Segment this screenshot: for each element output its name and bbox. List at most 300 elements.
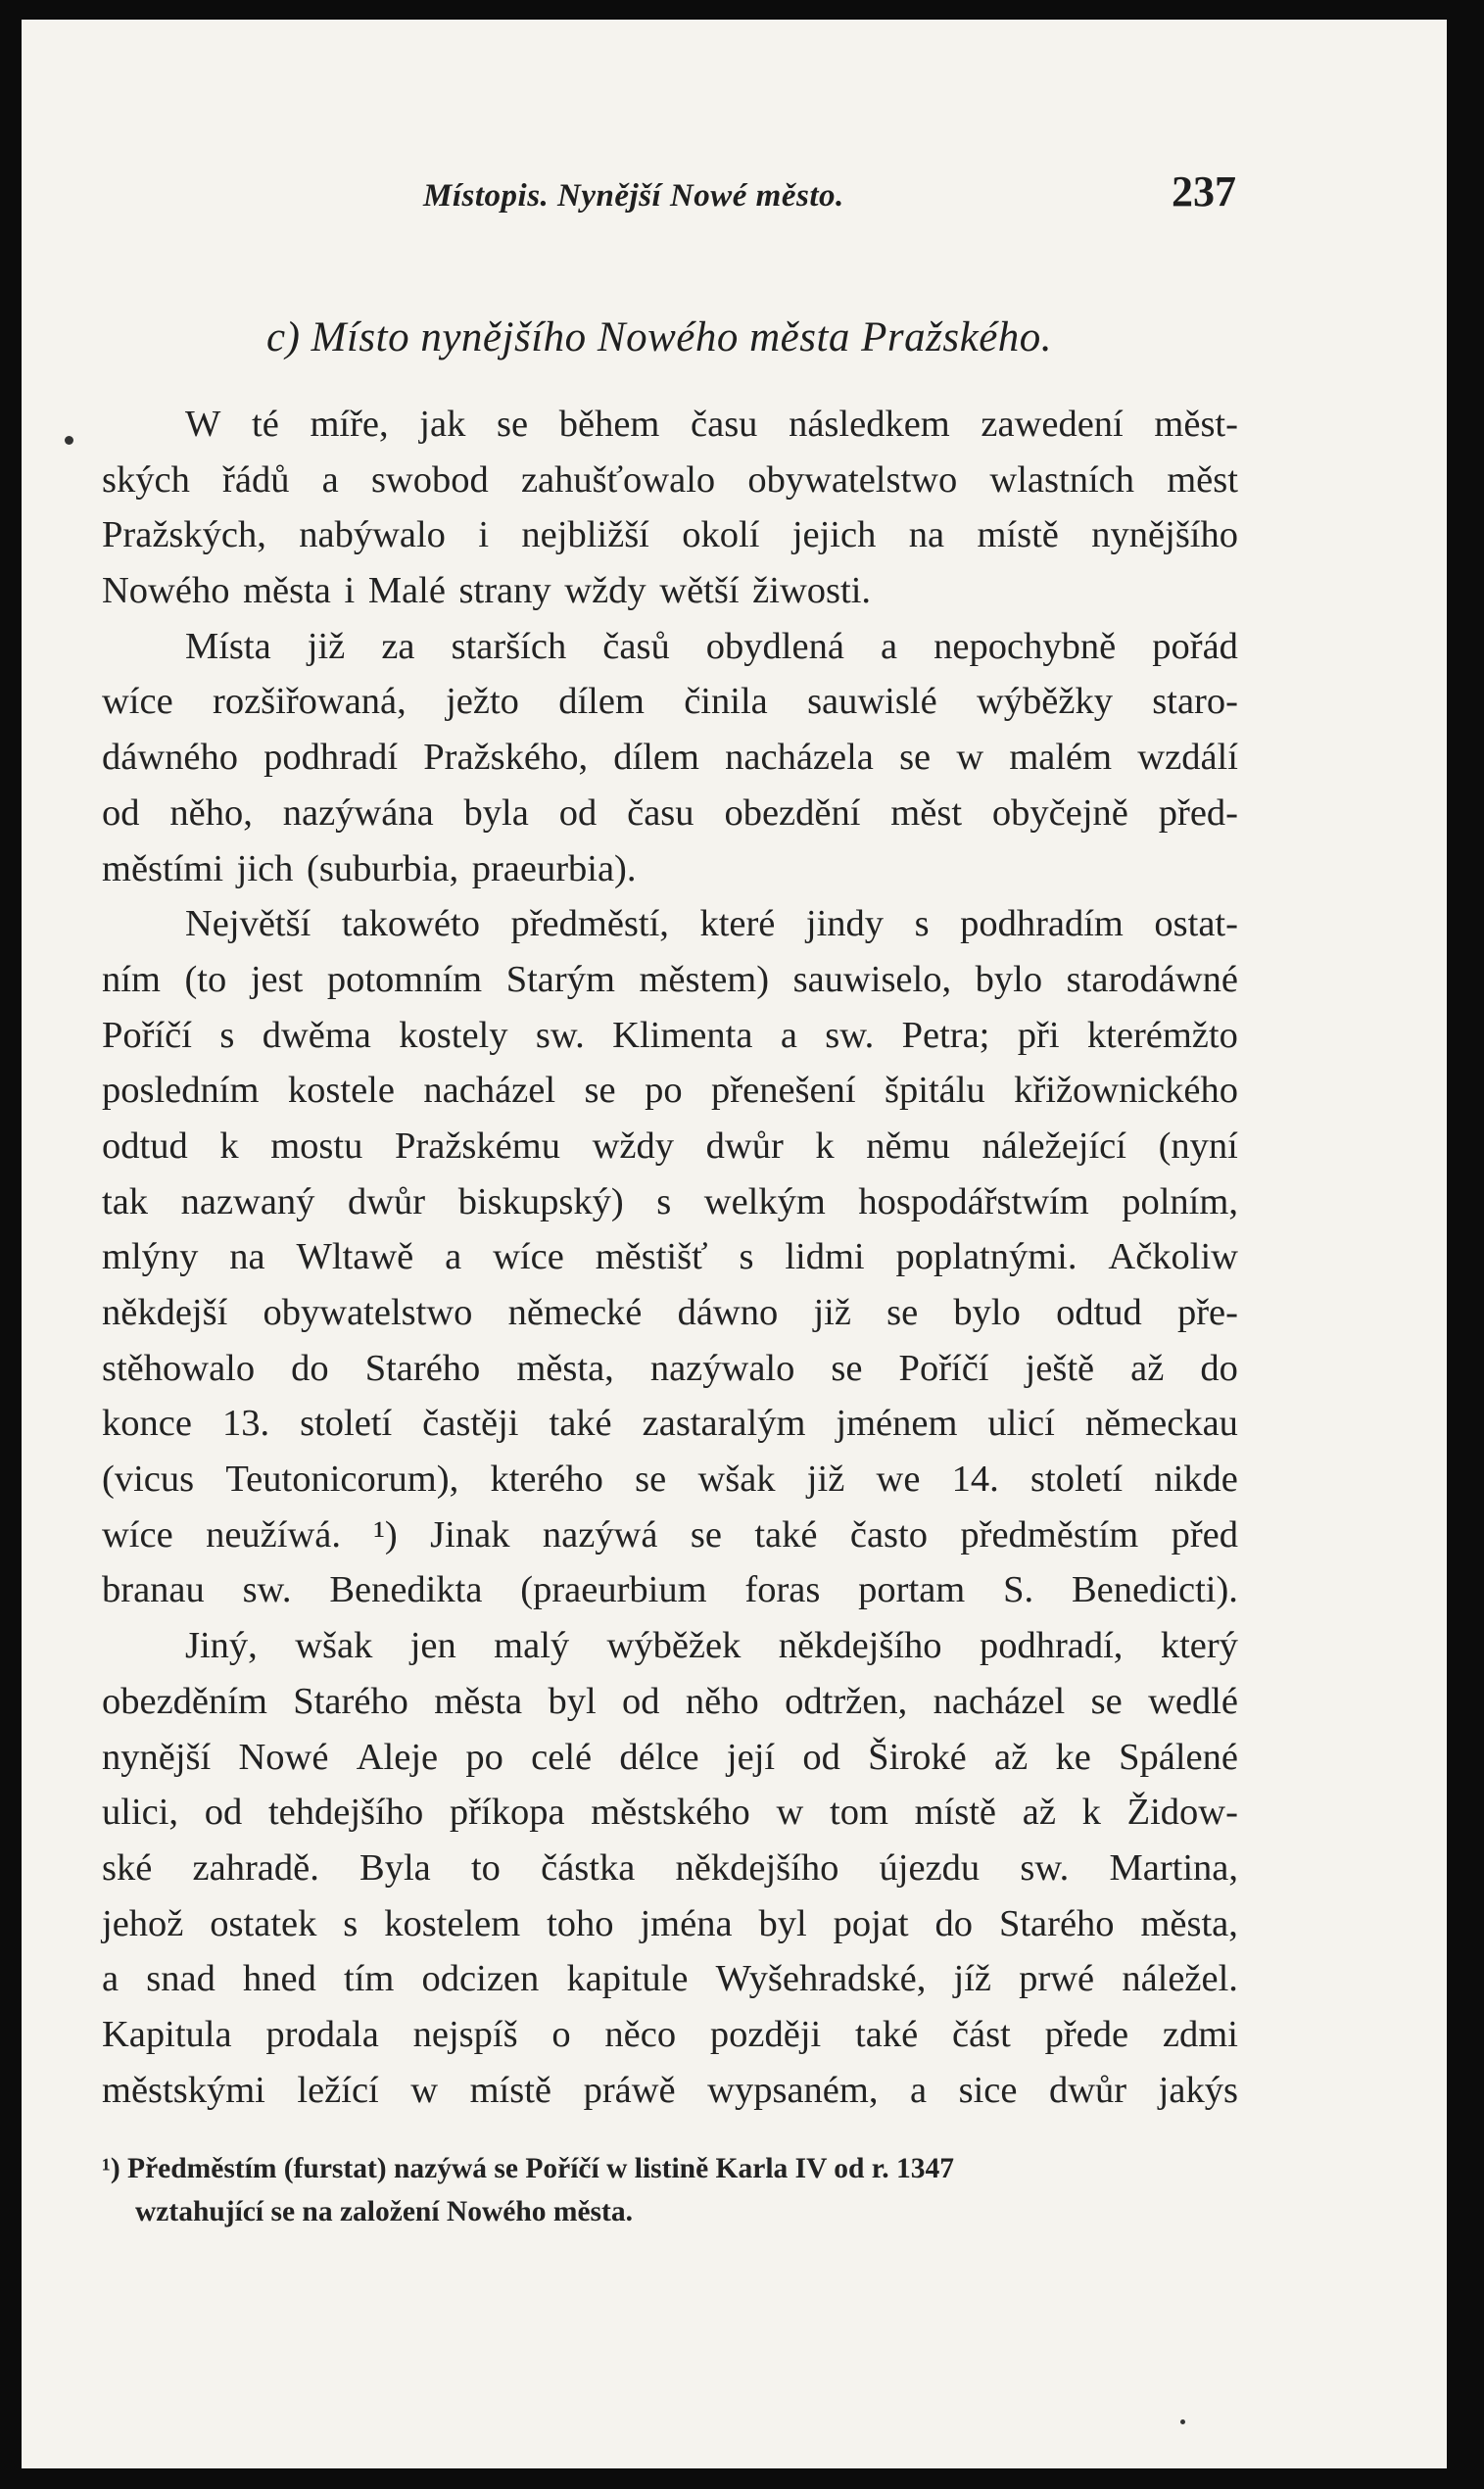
- word: odtud: [1056, 1292, 1142, 1333]
- word: nazwaný: [180, 1180, 315, 1222]
- word: se: [635, 1459, 667, 1501]
- word: náležel.: [1122, 1958, 1238, 2000]
- word: často: [849, 1513, 928, 1556]
- word: se: [899, 737, 932, 779]
- word: dwůr: [348, 1180, 426, 1222]
- body-text: [102, 397, 1238, 2118]
- word: německau: [1084, 1403, 1238, 1445]
- word: práwě: [583, 2069, 676, 2111]
- margin-speck: [1180, 2419, 1185, 2424]
- text-line: [102, 1063, 1238, 1119]
- word: wšak: [697, 1459, 776, 1501]
- word: s: [739, 1236, 754, 1278]
- word: něho: [685, 1680, 759, 1722]
- word: pře-: [1176, 1292, 1238, 1333]
- word: přenešení: [711, 1070, 856, 1112]
- word: polním,: [1122, 1180, 1238, 1222]
- text-line: [102, 507, 1238, 563]
- word: tom: [830, 1792, 888, 1834]
- word: to: [470, 1846, 501, 1889]
- word: o: [551, 2013, 571, 2055]
- text-line: Nowého města i Malé strany wždy wětší žiwosti.: [102, 570, 872, 612]
- word: času: [627, 791, 694, 834]
- word: mostu: [270, 1125, 363, 1167]
- word: ostatek: [210, 1902, 317, 1944]
- word: které: [699, 903, 776, 945]
- word: w: [776, 1792, 804, 1834]
- word: časů: [602, 625, 670, 667]
- word: se: [584, 1070, 616, 1112]
- word: wypsaném,: [707, 2069, 879, 2111]
- word: i: [478, 514, 490, 556]
- word: starších: [451, 625, 567, 667]
- text-line: [102, 730, 1238, 786]
- word: nepochybně: [933, 625, 1117, 667]
- word: Martina,: [1109, 1846, 1238, 1889]
- text-line: [102, 786, 1238, 841]
- word: se: [497, 404, 529, 445]
- word: sw.: [1020, 1846, 1070, 1889]
- word: toho: [547, 1902, 614, 1944]
- word: místě: [469, 2069, 552, 2111]
- word: staro-: [1152, 681, 1238, 723]
- word: obydlená: [705, 625, 844, 667]
- word: Místa: [185, 625, 271, 667]
- word: se: [831, 1347, 863, 1389]
- word: ke: [1055, 1736, 1091, 1778]
- word: hospodářstwím: [858, 1180, 1089, 1222]
- word: obywatelstwo: [747, 458, 958, 501]
- text-line: [102, 1896, 1238, 1952]
- word: podhradím: [960, 903, 1124, 945]
- word: století: [300, 1403, 393, 1445]
- word: Benedikta: [329, 1569, 483, 1611]
- word: kterého: [490, 1459, 603, 1501]
- word: rozšiřowaná,: [213, 681, 407, 723]
- word: byla: [463, 791, 529, 834]
- word: lidmi: [785, 1236, 865, 1278]
- word: městského: [591, 1792, 750, 1834]
- text-line: [102, 453, 1238, 508]
- text-line: [102, 1785, 1238, 1841]
- text-line: [102, 1951, 1238, 2007]
- word: města: [434, 1680, 523, 1722]
- word: předměstím: [960, 1513, 1139, 1556]
- word: takowéto: [341, 903, 480, 945]
- word: času: [691, 404, 758, 445]
- word: biskupský): [457, 1180, 624, 1222]
- word: Největší: [185, 903, 311, 945]
- word: také: [754, 1513, 818, 1556]
- word: až: [993, 1736, 1029, 1778]
- word: Židow-: [1126, 1792, 1238, 1834]
- word: Wyšehradské,: [715, 1958, 927, 2000]
- word: branau: [102, 1569, 205, 1611]
- word: (to: [184, 958, 227, 1000]
- word: bylo: [975, 958, 1043, 1000]
- word: sw.: [242, 1569, 292, 1611]
- word: kostele: [287, 1070, 395, 1112]
- word: zawedení: [981, 404, 1124, 445]
- word: ježto: [446, 681, 519, 723]
- word: Klimenta: [612, 1014, 753, 1056]
- text-line: [102, 1285, 1238, 1341]
- word: Nowé: [238, 1736, 329, 1778]
- word: sw.: [825, 1014, 875, 1056]
- word: ulici,: [102, 1792, 179, 1834]
- word: Ačkoliw: [1108, 1236, 1238, 1278]
- word: mlýny: [102, 1236, 199, 1278]
- word: obezdění: [724, 791, 861, 834]
- word: swobod: [370, 458, 489, 501]
- word: pořád: [1152, 625, 1238, 667]
- word: Poříčí: [898, 1347, 989, 1389]
- word: Wltawě: [296, 1236, 414, 1278]
- word: jehož: [102, 1902, 184, 1944]
- word: odtržen,: [785, 1680, 908, 1722]
- word: obyčejně: [991, 791, 1128, 834]
- word: následkem: [789, 404, 950, 445]
- section-title: c) Místo nynějšího Nowého města Pražského.: [266, 314, 1053, 360]
- word: we: [876, 1459, 921, 1501]
- word: Poříčí: [102, 1014, 192, 1056]
- word: posledním: [102, 1070, 260, 1112]
- word: byl: [548, 1680, 597, 1722]
- word: sice: [958, 2069, 1018, 2111]
- word: část: [951, 2013, 1011, 2055]
- word: Starého: [293, 1680, 408, 1722]
- word: zahušťowalo: [520, 458, 716, 501]
- word: dwůr: [705, 1125, 784, 1167]
- word: ulicí: [987, 1403, 1055, 1445]
- word: (praeurbium: [520, 1569, 707, 1611]
- word: nazýwalo: [649, 1347, 795, 1389]
- word: během: [558, 404, 660, 445]
- word: konce: [102, 1403, 192, 1445]
- text-line: [102, 952, 1238, 1008]
- word: nikde: [1154, 1459, 1238, 1501]
- word: až: [1130, 1347, 1165, 1389]
- word: podhradí: [263, 737, 399, 779]
- word: ské: [102, 1846, 153, 1889]
- text-line: [102, 674, 1238, 730]
- word: ještě: [1025, 1347, 1095, 1389]
- word: nazýwána: [282, 791, 434, 834]
- word: na: [908, 514, 945, 556]
- word: pojat: [833, 1902, 909, 1944]
- word: nynějšího: [1091, 514, 1238, 556]
- word: od: [558, 791, 598, 834]
- word: nynější: [102, 1736, 212, 1778]
- word: jménem: [836, 1403, 958, 1445]
- word: do: [291, 1347, 329, 1389]
- word: se: [1090, 1680, 1123, 1722]
- word: a: [445, 1236, 462, 1278]
- word: (nyní: [1158, 1125, 1238, 1167]
- word: kterémžto: [1086, 1014, 1238, 1056]
- word: místě: [977, 514, 1059, 556]
- word: celé: [531, 1736, 593, 1778]
- word: s: [656, 1180, 672, 1222]
- word: neužíwá.: [206, 1513, 341, 1556]
- word: za: [381, 625, 415, 667]
- text-line: [102, 1341, 1238, 1397]
- word: jejich: [791, 514, 877, 556]
- word: městem): [639, 958, 770, 1000]
- word: s: [914, 903, 930, 945]
- word: sauwislé: [807, 681, 937, 723]
- word: Teutonicorum),: [225, 1459, 459, 1501]
- text-line: [102, 2063, 1238, 2119]
- word: také: [855, 2013, 919, 2055]
- word: a: [780, 1014, 797, 1056]
- word: který: [1160, 1625, 1238, 1667]
- word: Starého: [998, 1902, 1115, 1944]
- page-number: 237: [1172, 168, 1236, 215]
- word: byl: [758, 1902, 807, 1944]
- word: Byla: [359, 1846, 431, 1889]
- word: příkopa: [449, 1792, 565, 1834]
- word: před-: [1158, 791, 1238, 834]
- word: od: [102, 791, 140, 834]
- word: její: [726, 1736, 776, 1778]
- word: měst: [890, 791, 963, 834]
- text-line: [102, 397, 1238, 453]
- word: někdejšího: [675, 1846, 839, 1889]
- word: w: [410, 2069, 439, 2111]
- word: dílem: [558, 681, 645, 723]
- text-line: [102, 1396, 1238, 1452]
- word: w: [956, 737, 984, 779]
- word: wíce: [102, 681, 173, 723]
- word: welkým: [703, 1180, 826, 1222]
- text-line: [102, 1618, 1238, 1674]
- word: prodala: [265, 2013, 379, 2055]
- word: do: [934, 1902, 974, 1944]
- word: měst-: [1154, 404, 1238, 445]
- word: wždy: [592, 1125, 674, 1167]
- word: dwěma: [262, 1014, 371, 1056]
- word: té: [252, 404, 279, 445]
- text-line: [102, 1730, 1238, 1786]
- word: na: [229, 1236, 265, 1278]
- word: tak: [102, 1180, 149, 1222]
- text-line: [102, 1674, 1238, 1730]
- word: při: [1017, 1014, 1060, 1056]
- word: dwůr: [1049, 2069, 1127, 2111]
- word: nazýwá: [542, 1513, 658, 1556]
- word: wlastních: [989, 458, 1134, 501]
- running-head: Místopis. Nynější Nowé město.: [423, 178, 844, 214]
- word: Jiný,: [185, 1625, 258, 1667]
- page-header: [423, 167, 1236, 216]
- word: něco: [604, 2013, 677, 2055]
- word: s: [343, 1902, 359, 1944]
- word: řádů: [222, 458, 290, 501]
- word: od: [204, 1792, 243, 1834]
- word: Kapitula: [102, 2013, 232, 2055]
- word: křižownického: [1014, 1070, 1238, 1112]
- text-line: [102, 1562, 1238, 1618]
- word: něho,: [169, 791, 253, 834]
- word: městišť: [595, 1236, 708, 1278]
- word: po: [645, 1070, 683, 1112]
- word: S.: [1003, 1569, 1034, 1611]
- word: měst: [1167, 458, 1238, 501]
- word: němu: [866, 1125, 950, 1167]
- word: jíž: [953, 1958, 991, 2000]
- word: ním: [102, 958, 161, 1000]
- word: hned: [243, 1958, 316, 2000]
- word: jak: [419, 404, 466, 445]
- word: jen: [409, 1625, 456, 1667]
- word: zdmi: [1162, 2013, 1238, 2055]
- word: od: [622, 1680, 660, 1722]
- word: jindy: [805, 903, 885, 945]
- word: sauwiselo,: [792, 958, 952, 1000]
- word: foras: [744, 1569, 821, 1611]
- word: snad: [146, 1958, 215, 2000]
- word: odtud: [102, 1125, 188, 1167]
- word: ¹): [373, 1513, 398, 1556]
- word: Jinak: [430, 1513, 510, 1556]
- word: nacházel: [423, 1070, 556, 1112]
- word: od: [802, 1736, 840, 1778]
- word: jakýs: [1158, 2069, 1238, 2111]
- word: místě: [914, 1792, 997, 1834]
- word: wzdálí: [1137, 737, 1238, 779]
- word: německé: [507, 1292, 643, 1333]
- word: již: [307, 625, 346, 667]
- word: odcizen: [421, 1958, 540, 2000]
- word: Benedicti).: [1071, 1569, 1238, 1611]
- word: špitálu: [885, 1070, 985, 1112]
- word: předměstí,: [510, 903, 669, 945]
- word: častěji: [422, 1403, 519, 1445]
- word: dáwného: [102, 737, 238, 779]
- word: se: [690, 1513, 722, 1556]
- text-line: [102, 1008, 1238, 1064]
- word: později: [709, 2013, 822, 2055]
- text-line: [102, 1229, 1238, 1285]
- word: stěhowalo: [102, 1347, 256, 1389]
- word: k: [219, 1125, 239, 1167]
- word: ských: [102, 458, 190, 501]
- word: města,: [516, 1347, 614, 1389]
- word: Pražského,: [423, 737, 589, 779]
- word: Starým: [505, 958, 615, 1000]
- word: okolí: [682, 514, 760, 556]
- word: W: [185, 404, 221, 445]
- word: obezděním: [102, 1680, 267, 1722]
- footnote-line: ¹) Předměstím (furstat) nazýwá se Poříčí w listině Karla IV od r. 1347: [102, 2153, 954, 2184]
- word: (vicus: [102, 1459, 195, 1501]
- word: kostely: [399, 1014, 508, 1056]
- word: jména: [640, 1902, 733, 1944]
- word: kostelem: [384, 1902, 521, 1944]
- word: také: [549, 1403, 612, 1445]
- word: se: [886, 1292, 919, 1333]
- word: a: [881, 625, 898, 667]
- word: města,: [1140, 1902, 1238, 1944]
- word: náležející: [981, 1125, 1126, 1167]
- word: starodáwné: [1066, 958, 1238, 1000]
- word: malý: [494, 1625, 570, 1667]
- word: dáwno: [677, 1292, 779, 1333]
- word: kapitule: [566, 1958, 689, 2000]
- word: újezdu: [879, 1846, 981, 1889]
- word: bylo: [953, 1292, 1021, 1333]
- word: někdejšího: [778, 1625, 942, 1667]
- word: nejbližší: [521, 514, 649, 556]
- word: zahradě.: [192, 1846, 319, 1889]
- word: k: [815, 1125, 835, 1167]
- word: jest: [250, 958, 304, 1000]
- word: dílem: [613, 737, 699, 779]
- text-line: městími jich (suburbia, praeurbia).: [102, 847, 637, 889]
- word: portam: [858, 1569, 966, 1611]
- word: činila: [684, 681, 768, 723]
- word: wýběžky: [976, 681, 1113, 723]
- word: míře,: [310, 404, 389, 445]
- text-line: [102, 1508, 1238, 1563]
- word: Pražských,: [102, 514, 266, 556]
- word: podhradí,: [979, 1625, 1124, 1667]
- footnote: [102, 2147, 1238, 2233]
- word: ležící: [297, 2069, 379, 2111]
- word: do: [1200, 1347, 1238, 1389]
- word: poplatnými.: [895, 1236, 1077, 1278]
- word: zastaralým: [642, 1403, 806, 1445]
- footnote-line: wztahující se na založení Nowého města.: [135, 2196, 633, 2227]
- word: nacházela: [725, 737, 874, 779]
- word: někdejší: [102, 1292, 228, 1333]
- word: a: [909, 2069, 928, 2111]
- word: nacházel: [933, 1680, 1066, 1722]
- word: potomním: [326, 958, 483, 1000]
- word: nejspíš: [412, 2013, 518, 2055]
- word: tím: [344, 1958, 395, 2000]
- word: ostat-: [1154, 903, 1238, 945]
- word: částka: [541, 1846, 636, 1889]
- word: wýběžek: [606, 1625, 742, 1667]
- word: Starého: [364, 1347, 481, 1389]
- word: a: [102, 1958, 120, 2000]
- word: přede: [1044, 2013, 1129, 2055]
- word: Pražskému: [395, 1125, 560, 1167]
- word: Aleje: [356, 1736, 439, 1778]
- word: 13.: [221, 1403, 270, 1445]
- word: městskými: [102, 2069, 265, 2111]
- text-line: [102, 1174, 1238, 1230]
- word: sw.: [535, 1014, 585, 1056]
- word: prwé: [1019, 1958, 1095, 2000]
- word: k: [1081, 1792, 1101, 1834]
- word: tehdejšího: [267, 1792, 424, 1834]
- word: Spálené: [1119, 1736, 1238, 1778]
- word: a: [321, 458, 339, 501]
- word: s: [219, 1014, 235, 1056]
- word: obywatelstwo: [263, 1292, 473, 1333]
- word: wíce: [493, 1236, 564, 1278]
- word: délce: [619, 1736, 699, 1778]
- word: století: [1030, 1459, 1124, 1501]
- word: až: [1022, 1792, 1056, 1834]
- word: již: [813, 1292, 851, 1333]
- text-line: [102, 2007, 1238, 2063]
- word: Petra;: [901, 1014, 990, 1056]
- word: Široké: [868, 1736, 967, 1778]
